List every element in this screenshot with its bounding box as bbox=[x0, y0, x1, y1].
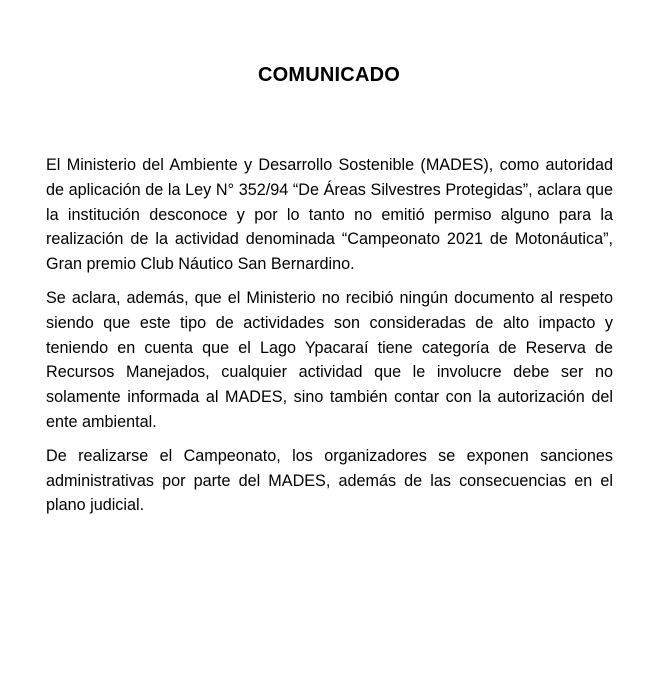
document-title: COMUNICADO bbox=[258, 64, 400, 86]
paragraph-3: De realizarse el Campeonato, los organizadores se exponen sanciones administrativas por parte del MADES, además de las consecuencias en el plano judicial. bbox=[46, 446, 613, 515]
document-body bbox=[46, 153, 613, 527]
paragraph-2: Se aclara, además, que el Ministerio no recibió ningún documento al respeto siendo que este tipo de actividades son consideradas de alto impacto y teniendo en cuenta que el Lago Ypacaraí tiene categoría de Reserva de Recursos Manejados, cualquier actividad que le involucre debe ser no solamente informada al MADES, sino también contar con la autorización del ente ambiental. bbox=[46, 288, 613, 431]
paragraph-1: El Ministerio del Ambiente y Desarrollo Sostenible (MADES), como autoridad de aplicación de la Ley N° 352/94 “De Áreas Silvestres Protegidas”, aclara que la institución desconoce y por lo tanto no emitió permiso alguno para la realización de la actividad denominada “Campeonato 2021 de Motonáutica”, Gran premio Club Náutico San Bernardino. bbox=[46, 156, 613, 274]
